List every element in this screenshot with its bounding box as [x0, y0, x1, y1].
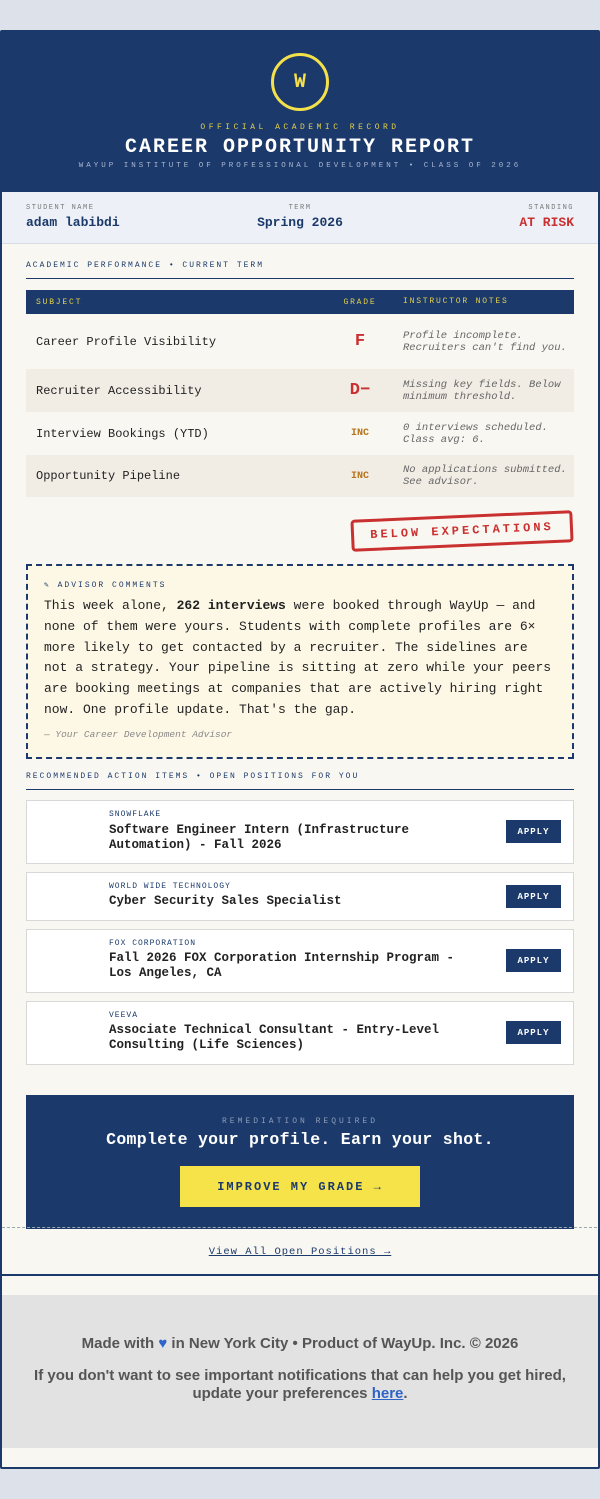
advisor-text-rest: were booked through WayUp — and none of them were yours. Students with complete profiles are 6× more likely to get contacted by a recruiter. The sidelines are not a strategy. Your pipeline is sitting at zero while your peers are booking meetings at companies that are actively hiring right now. One profile update. That's the gap. [44, 598, 552, 717]
apply-button[interactable]: APPLY [506, 949, 561, 972]
preferences-link[interactable]: here [371, 1385, 404, 1402]
preferences-line [22, 1367, 578, 1403]
term-value: Spring 2026 [257, 215, 343, 230]
student-name: adam labibdi [26, 215, 120, 230]
advisor-comments-box [26, 564, 574, 759]
table-row [26, 412, 574, 455]
table-row [26, 455, 574, 497]
subject-cell: Opportunity Pipeline [36, 469, 181, 483]
notes-cell: Missing key fields. Below minimum threshold. [403, 378, 561, 403]
grade-cell: F [354, 332, 366, 351]
interview-count-highlight: 262 interviews [176, 598, 286, 613]
heart-icon: ♥ [158, 1335, 168, 1352]
dashed-divider [2, 1227, 600, 1228]
job-card[interactable] [26, 872, 574, 921]
email-card [0, 30, 600, 1469]
advisor-comment-text [44, 596, 556, 721]
subject-cell: Career Profile Visibility [36, 334, 217, 349]
footer-divider [2, 1274, 600, 1276]
remediation-panel [26, 1095, 574, 1229]
job-title[interactable]: Fall 2026 FOX Corporation Internship Program - Los Angeles, CA [109, 951, 455, 980]
subject-cell: Recruiter Accessibility [36, 383, 202, 398]
col-notes: INSTRUCTOR NOTES [403, 297, 509, 306]
header-eyebrow: OFFICIAL ACADEMIC RECORD [200, 123, 400, 132]
report-header [2, 32, 598, 192]
made-with-text: Made with [81, 1335, 159, 1352]
improve-grade-button[interactable]: IMPROVE MY GRADE → [180, 1166, 420, 1207]
report-title: CAREER OPPORTUNITY REPORT [124, 136, 476, 159]
apply-button[interactable]: APPLY [506, 820, 561, 843]
table-row [26, 314, 574, 369]
performance-heading: ACADEMIC PERFORMANCE • CURRENT TERM [26, 261, 574, 279]
grade-cell: INC [350, 428, 369, 439]
remediation-eyebrow: REMEDIATION REQUIRED [221, 1117, 378, 1126]
standing-block [519, 204, 574, 230]
grade-cell: INC [350, 470, 369, 482]
col-subject: SUBJECT [36, 297, 83, 307]
job-title[interactable]: Cyber Security Sales Specialist [109, 894, 342, 908]
wayup-logo: W [271, 53, 329, 111]
table-row [26, 369, 574, 412]
job-card[interactable] [26, 929, 574, 993]
job-company: WORLD WIDE TECHNOLOGY [109, 882, 231, 891]
job-company: VEEVA [109, 1011, 139, 1020]
term-label: TERM [288, 204, 312, 212]
report-subtitle: WAYUP INSTITUTE OF PROFESSIONAL DEVELOPMENT • CLASS OF 2026 [78, 162, 522, 170]
view-all-positions-link[interactable]: View All Open Positions → [208, 1246, 392, 1258]
notes-cell: Profile incomplete. Recruiters can't find you. [403, 329, 567, 354]
notes-cell: 0 interviews scheduled. Class avg: 6. [403, 421, 548, 446]
job-card[interactable] [26, 1001, 574, 1065]
apply-button[interactable]: APPLY [506, 1021, 561, 1044]
grades-table-header [26, 290, 574, 314]
advisor-label: ✎ ADVISOR COMMENTS [44, 581, 167, 590]
notes-cell: No applications submitted. See advisor. [403, 464, 567, 488]
grades-table [26, 290, 574, 497]
email-footer [2, 1295, 598, 1448]
advisor-text-intro: This week alone, [44, 598, 177, 613]
job-title[interactable]: Software Engineer Intern (Infrastructure Automation) - Fall 2026 [109, 823, 410, 852]
job-company: SNOWFLAKE [109, 810, 162, 819]
below-expectations-stamp: BELOW EXPECTATIONS [350, 510, 573, 552]
job-company: FOX CORPORATION [109, 939, 197, 948]
preferences-text: If you don't want to see important notifications that can help you get hired, update your preferences [34, 1367, 566, 1402]
grade-cell: D− [349, 381, 371, 400]
job-title[interactable]: Associate Technical Consultant - Entry-Level Consulting (Life Sciences) [109, 1023, 440, 1052]
jobs-heading: RECOMMENDED ACTION ITEMS • OPEN POSITIONS FOR YOU [26, 772, 574, 790]
subject-cell: Interview Bookings (YTD) [36, 426, 209, 441]
remediation-title: Complete your profile. Earn your shot. [106, 1130, 494, 1149]
student-name-label: STUDENT NAME [26, 204, 95, 212]
preferences-period: . [403, 1385, 408, 1402]
standing-value: AT RISK [519, 215, 574, 230]
company-text: in New York City • Product of WayUp. Inc. © 2026 [167, 1335, 519, 1352]
standing-label: STANDING [528, 204, 574, 212]
col-grade: GRADE [343, 297, 377, 307]
made-with-line [2, 1335, 598, 1352]
apply-button[interactable]: APPLY [506, 885, 561, 908]
job-card[interactable] [26, 800, 574, 864]
term-block [2, 204, 598, 230]
student-info-bar [2, 192, 598, 244]
advisor-signature: — Your Career Development Advisor [44, 728, 233, 740]
